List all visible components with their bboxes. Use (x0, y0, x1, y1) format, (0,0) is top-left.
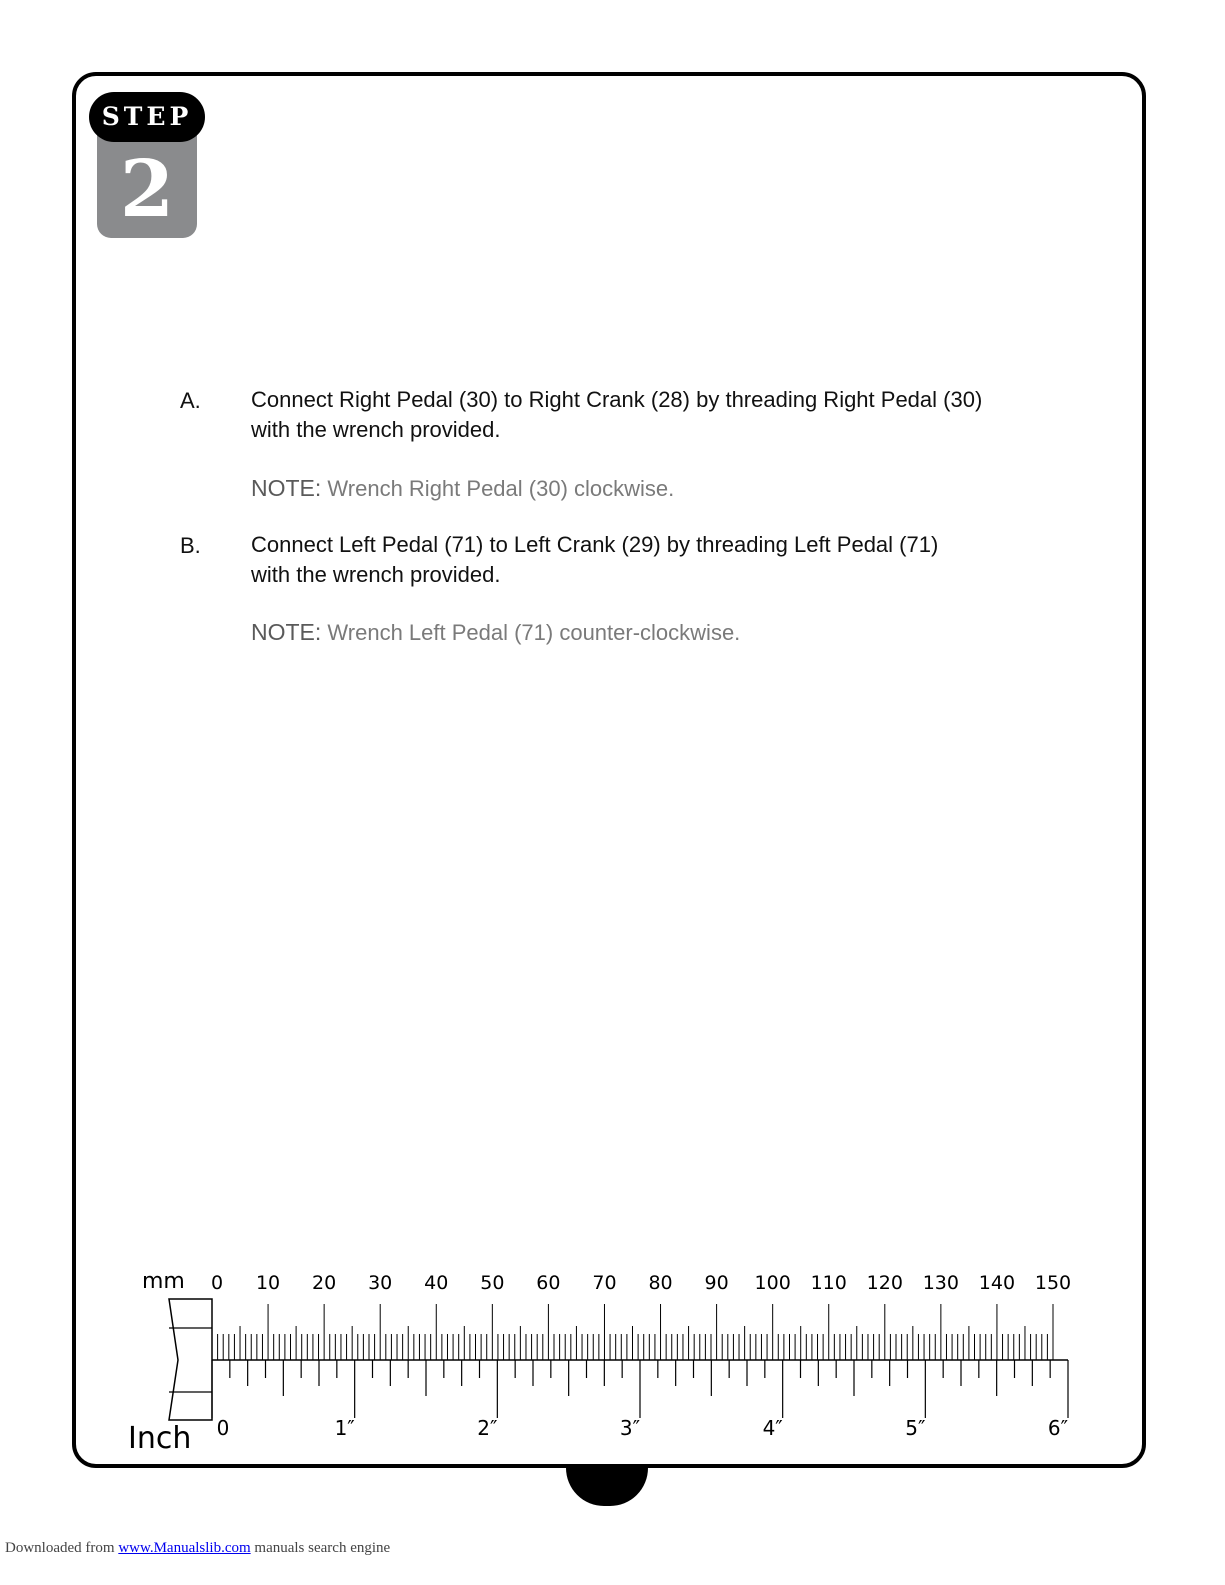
inch-labels (217, 1416, 1068, 1440)
inch-tick-label: 6″ (1047, 1416, 1069, 1440)
instruction-b-text (251, 530, 1071, 590)
mm-labels (211, 1272, 1071, 1294)
mm-tick-label: 120 (866, 1272, 903, 1294)
mm-tick-label: 90 (704, 1272, 729, 1294)
mm-tick-label: 100 (754, 1272, 791, 1294)
instruction-b-line1: Connect Left Pedal (71) to Left Crank (29) by threading Left Pedal (71) (251, 532, 939, 557)
note-text: Wrench Left Pedal (71) counter-clockwise. (327, 620, 741, 645)
note-text: Wrench Right Pedal (30) clockwise. (327, 476, 675, 501)
instruction-a-line1: Connect Right Pedal (30) to Right Crank (28) by threading Right Pedal (30) (251, 387, 983, 412)
page-frame (72, 72, 1146, 1468)
inch-tick-label: 0 (216, 1416, 230, 1440)
step-badge (89, 92, 205, 240)
measurement-ruler (120, 1262, 1110, 1462)
inch-ticks (212, 1360, 1068, 1418)
ruler-mm-label: mm (142, 1269, 185, 1294)
inch-tick-label: 1″ (334, 1416, 355, 1440)
instruction-a-line2: with the wrench provided. (251, 417, 501, 442)
mm-tick-label: 50 (480, 1272, 505, 1294)
note-label: NOTE: (251, 475, 322, 501)
footer-prefix: Downloaded from (5, 1540, 115, 1556)
instruction-b-letter: B. (180, 533, 201, 558)
mm-tick-label: 40 (424, 1272, 449, 1294)
instruction-a-note (251, 475, 674, 502)
inch-tick-label: 4″ (762, 1416, 783, 1440)
mm-tick-label: 0 (210, 1272, 224, 1294)
step-number: 2 (119, 144, 175, 235)
footer-link[interactable]: www.Manualslib.com (118, 1540, 251, 1556)
bolt-head-icon (169, 1299, 212, 1420)
mm-tick-label: 110 (810, 1272, 847, 1294)
ruler-inch-label: Inch (128, 1421, 192, 1456)
footer-suffix: manuals search engine (254, 1540, 391, 1556)
note-label: NOTE: (251, 619, 322, 645)
page-tab (566, 1468, 648, 1506)
inch-tick-label: 2″ (477, 1416, 498, 1440)
mm-tick-label: 70 (592, 1272, 617, 1294)
mm-tick-label: 150 (1034, 1272, 1072, 1294)
mm-tick-label: 60 (536, 1272, 561, 1294)
instruction-b-line2: with the wrench provided. (251, 562, 501, 587)
instruction-a-letter: A. (180, 388, 201, 413)
instruction-b-note (251, 619, 740, 646)
footer (5, 1540, 390, 1557)
mm-tick-label: 80 (648, 1272, 673, 1294)
mm-ticks (212, 1304, 1053, 1360)
step-label: STEP (89, 92, 205, 142)
mm-tick-label: 140 (978, 1272, 1016, 1294)
mm-tick-label: 20 (312, 1272, 337, 1294)
instruction-a-text (251, 385, 1071, 445)
mm-tick-label: 10 (255, 1272, 281, 1294)
mm-tick-label: 30 (368, 1272, 393, 1294)
inch-tick-label: 5″ (905, 1416, 926, 1440)
inch-tick-label: 3″ (619, 1416, 641, 1440)
mm-tick-label: 130 (922, 1272, 959, 1294)
